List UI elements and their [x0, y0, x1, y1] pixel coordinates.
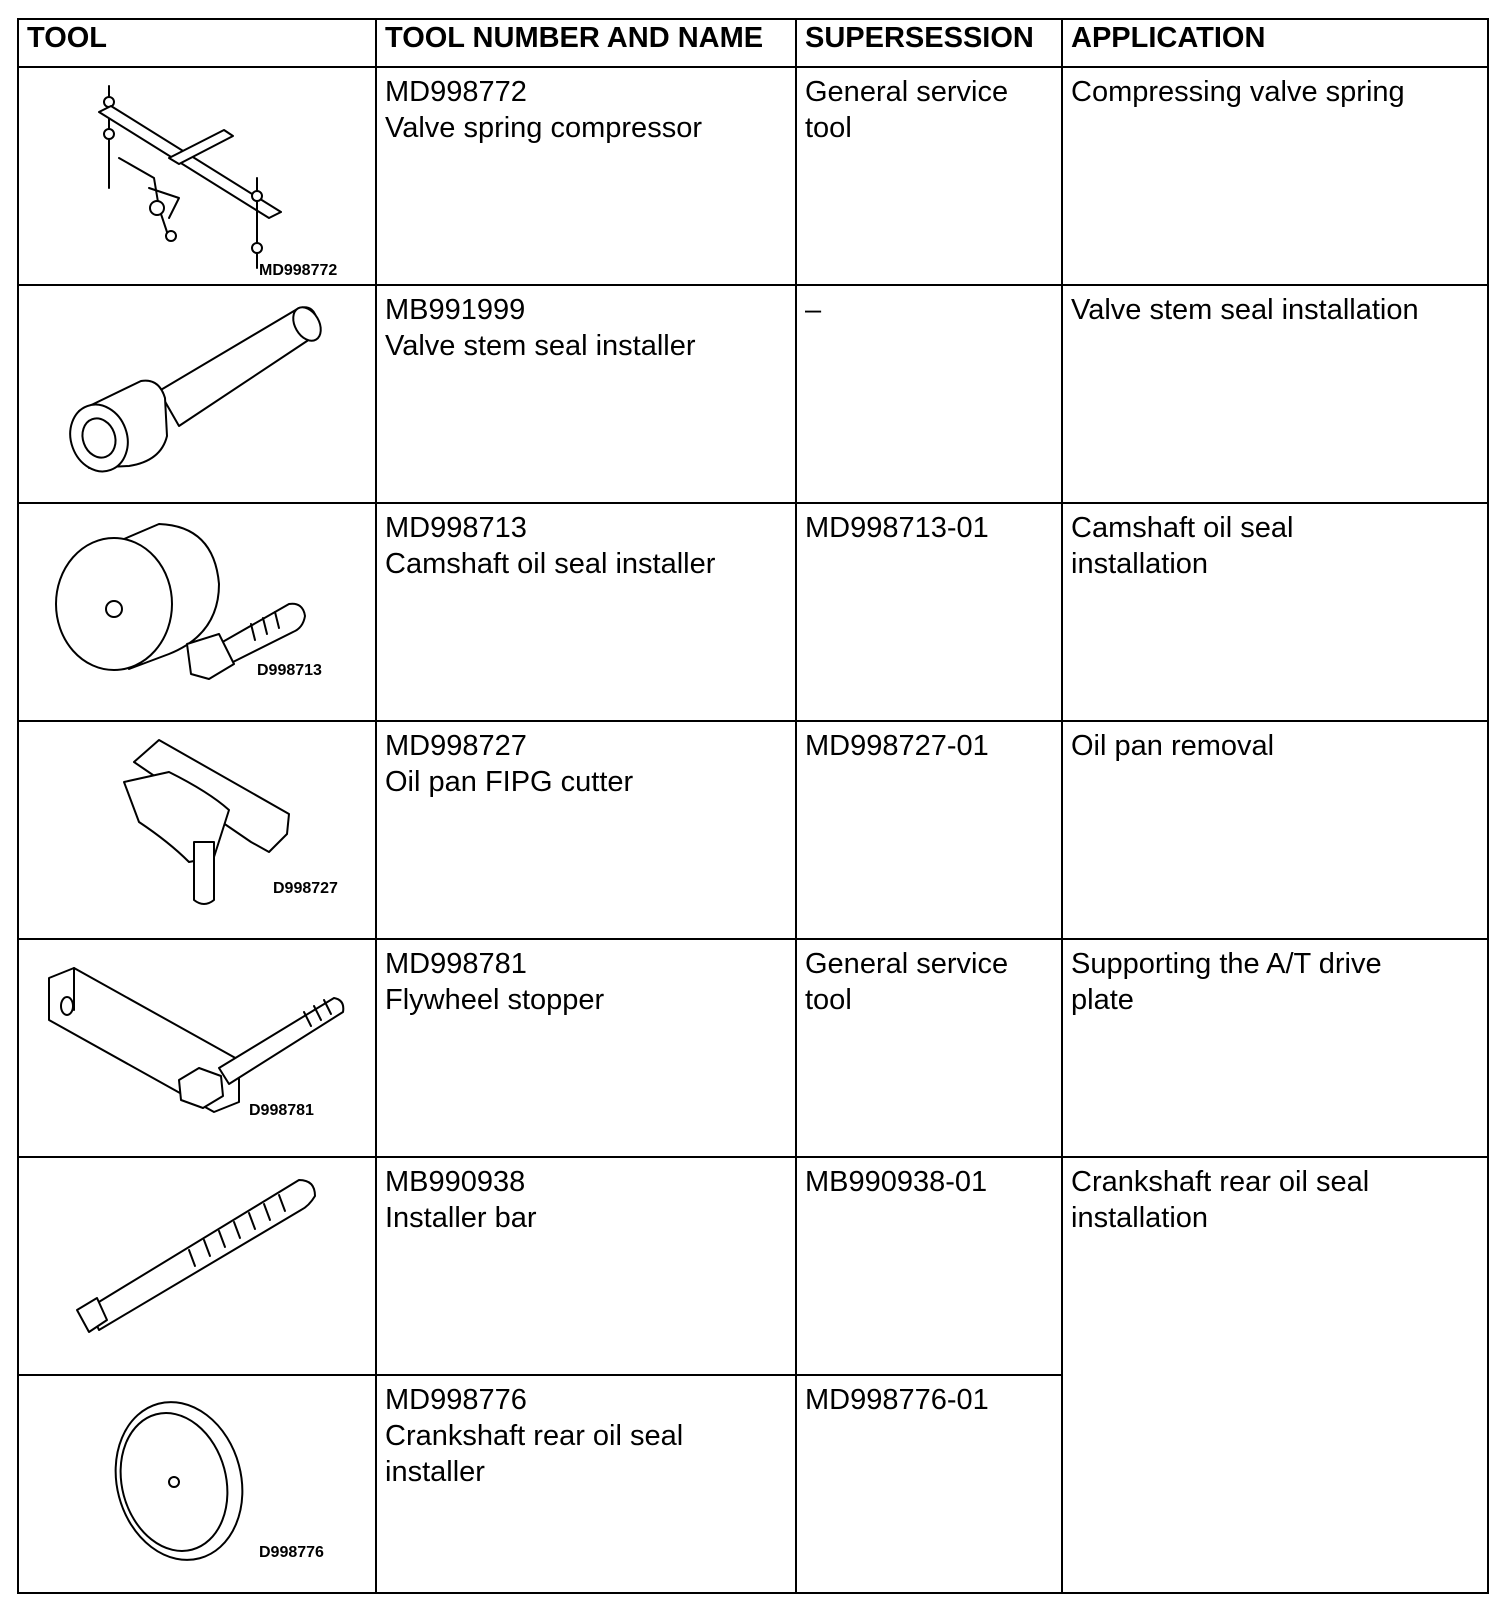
tool-name: Flywheel stopper: [385, 984, 605, 1016]
tool-figure: [18, 721, 376, 939]
tool-number: MB990938: [385, 1166, 526, 1198]
application-line: installation: [1071, 548, 1209, 580]
figure-label: D998727: [273, 880, 338, 897]
header-tool: TOOL: [18, 19, 376, 67]
application: [1062, 67, 1488, 285]
installer-bar-icon: [19, 1158, 377, 1374]
supersession-line: MD998727-01: [805, 730, 989, 762]
application-line: Supporting the A/T drive: [1071, 948, 1382, 980]
supersession-line: MD998776-01: [805, 1384, 989, 1416]
tool-number: MD998727: [385, 730, 527, 762]
oil-pan-fipg-cutter-icon: [19, 722, 377, 938]
table-row: [18, 939, 1488, 1157]
supersession: [796, 939, 1062, 1157]
tool-number-name: [376, 939, 796, 1157]
supersession-line: tool: [805, 112, 852, 144]
tool-name: Valve spring compressor: [385, 112, 702, 144]
tool-number: MD998772: [385, 76, 527, 108]
application: [1062, 503, 1488, 721]
application-line: Valve stem seal installation: [1071, 294, 1419, 326]
tool-number: MD998781: [385, 948, 527, 980]
valve-spring-compressor-icon: [19, 68, 377, 284]
tool-number-name: [376, 721, 796, 939]
supersession: [796, 285, 1062, 503]
application-line: installation: [1071, 1202, 1209, 1234]
table-row: [18, 503, 1488, 721]
tool-figure: [18, 1157, 376, 1375]
tool-figure: [18, 503, 376, 721]
tool-number-name: [376, 1375, 796, 1593]
application-line: Oil pan removal: [1071, 730, 1275, 762]
supersession: [796, 1157, 1062, 1375]
application-line: Camshaft oil seal: [1071, 512, 1294, 544]
tool-number-name: [376, 1157, 796, 1375]
tool-number: MD998713: [385, 512, 527, 544]
figure-label: D998781: [249, 1102, 314, 1119]
tool-figure: [18, 67, 376, 285]
tool-name: Camshaft oil seal installer: [385, 548, 716, 580]
figure-label: D998776: [259, 1544, 324, 1561]
camshaft-oil-seal-installer-icon: [19, 504, 377, 720]
application-line: Compressing valve spring: [1071, 76, 1405, 108]
application: [1062, 285, 1488, 503]
application: [1062, 721, 1488, 939]
supersession-line: General service: [805, 948, 1009, 980]
supersession-line: General service: [805, 76, 1009, 108]
application: [1062, 1157, 1488, 1593]
supersession: [796, 1375, 1062, 1593]
header-application: APPLICATION: [1062, 19, 1488, 67]
special-tools-table: [17, 18, 1489, 1594]
tool-name: Oil pan FIPG cutter: [385, 766, 634, 798]
application-line: Crankshaft rear oil seal: [1071, 1166, 1370, 1198]
header-supersession: SUPERSESSION: [796, 19, 1062, 67]
supersession: [796, 721, 1062, 939]
supersession-line: –: [805, 294, 822, 326]
tool-figure: [18, 939, 376, 1157]
figure-label: MD998772: [259, 262, 338, 279]
tool-number-name: [376, 67, 796, 285]
header-number-name: TOOL NUMBER AND NAME: [376, 19, 796, 67]
header-row: [18, 19, 1488, 67]
table-row: [18, 285, 1488, 503]
tool-name: installer: [385, 1456, 485, 1488]
supersession: [796, 503, 1062, 721]
table-row: [18, 721, 1488, 939]
tool-name: Valve stem seal installer: [385, 330, 696, 362]
table-row: [18, 1157, 1488, 1375]
supersession: [796, 67, 1062, 285]
tool-name: Installer bar: [385, 1202, 537, 1234]
table-row: [18, 67, 1488, 285]
application-line: plate: [1071, 984, 1134, 1016]
application: [1062, 939, 1488, 1157]
tool-figure: [18, 1375, 376, 1593]
supersession-line: tool: [805, 984, 852, 1016]
tool-number: MB991999: [385, 294, 526, 326]
supersession-line: MB990938-01: [805, 1166, 988, 1198]
flywheel-stopper-icon: [19, 940, 377, 1156]
supersession-line: MD998713-01: [805, 512, 989, 544]
tool-name: Crankshaft rear oil seal: [385, 1420, 684, 1452]
figure-label: D998713: [257, 662, 322, 679]
tool-figure: [18, 285, 376, 503]
valve-stem-seal-installer-icon: [19, 286, 377, 502]
tool-number-name: [376, 503, 796, 721]
tool-number-name: [376, 285, 796, 503]
tool-number: MD998776: [385, 1384, 527, 1416]
